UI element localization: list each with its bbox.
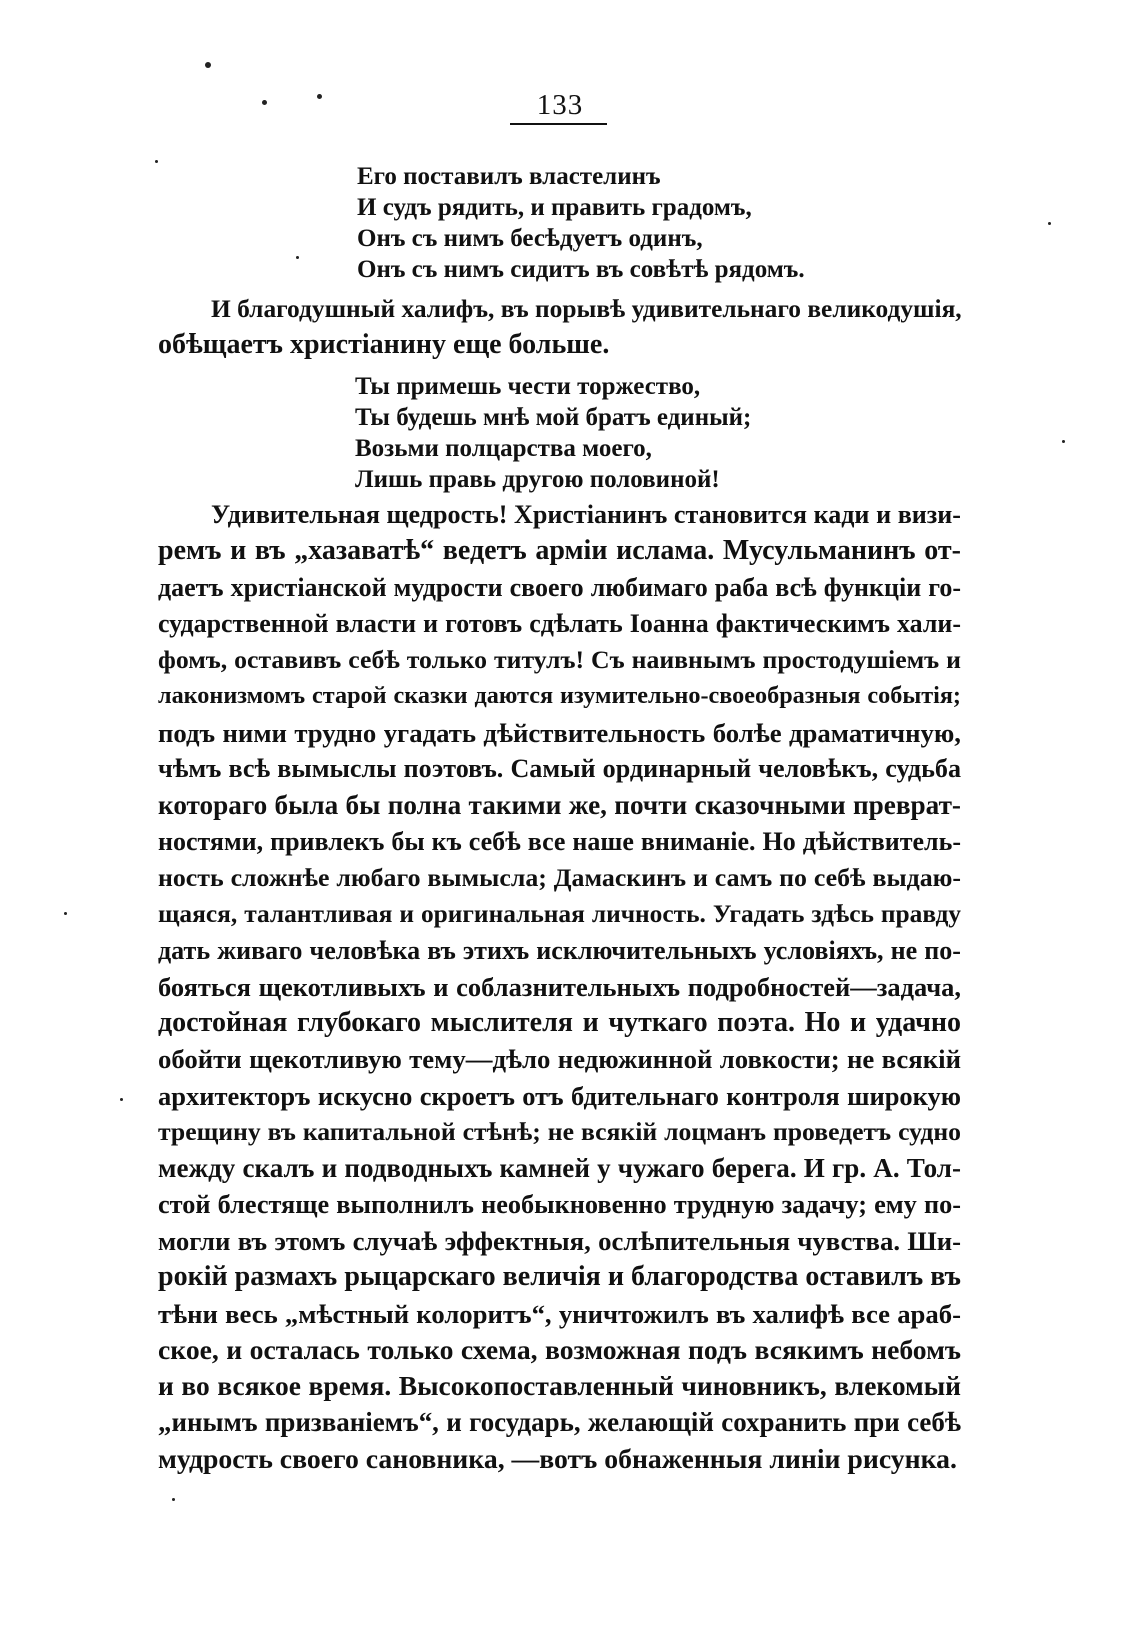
- ink-speck: [155, 160, 158, 163]
- paragraph-line: тѣни весь „мѣстный колоритъ“, уничтожилъ въ халифѣ все араб-: [158, 1298, 961, 1329]
- paragraph-line: даетъ христіанской мудрости своего любимаго раба всѣ функціи го-: [158, 572, 961, 602]
- paragraph-line: сударственной власти и готовъ сдѣлать Іоанна фактическимъ хали-: [158, 608, 961, 638]
- verse-stanza-2: [355, 371, 751, 495]
- verse-line: Возьми полцарства моего,: [355, 435, 652, 462]
- paragraph-line: котораго была бы полна такими же, почти сказочными преврат-: [158, 790, 961, 821]
- page-number: 133: [536, 89, 584, 121]
- paragraph-line: ность сложнѣе любаго вымысла; Дамаскинъ и самъ по себѣ выдаю-: [158, 862, 961, 892]
- verse-line: Лишь правь другою половиной!: [355, 466, 720, 493]
- ink-speck: [120, 1098, 123, 1101]
- paragraph-line: Удивительная щедрость! Христіанинъ становится кади и визи-: [211, 500, 961, 529]
- ink-speck: [296, 256, 299, 259]
- paragraph-line: ностями, привлекъ бы къ себѣ все наше вниманіе. Но дѣйствитель-: [158, 826, 961, 856]
- ink-speck: [1048, 222, 1051, 225]
- paragraph-line: архитекторъ искусно скроетъ отъ бдительнаго контроля широкую: [158, 1080, 961, 1111]
- paragraph-line: ремъ и въ „хазаватѣ“ ведетъ арміи ислама. Мусульманинъ от-: [158, 535, 961, 567]
- paragraph-line: достойная глубокаго мыслителя и чуткаго поэта. Но и удачно: [158, 1007, 961, 1039]
- paragraph-line: дать живаго человѣка въ этихъ исключительныхъ условіяхъ, не по-: [158, 935, 961, 965]
- ink-speck: [317, 94, 322, 99]
- verse-line: Ты примешь чести торжество,: [355, 373, 701, 400]
- ink-speck: [205, 62, 211, 68]
- paragraph-line: бояться щекотливыхъ и соблазнительныхъ подробностей—задача,: [158, 971, 961, 1002]
- paragraph-line: могли въ этомъ случаѣ эффектныя, ослѣпительныя чувства. Ши-: [158, 1225, 961, 1256]
- paragraph-1: [158, 291, 961, 364]
- verse-line: И судъ рядить, и править градомъ,: [357, 194, 752, 221]
- paragraph-line: и во всякое время. Высокопоставленный чиновникъ, влекомый: [158, 1371, 961, 1402]
- paragraph-line: между скалъ и подводныхъ камней у чужаго берега. И гр. А. Тол-: [158, 1153, 961, 1184]
- paragraph-line: рокій размахъ рыцарскаго величія и благородства оставилъ въ: [158, 1261, 961, 1293]
- ink-speck: [262, 100, 267, 105]
- paragraph-line: стой блестяще выполнилъ необыкновенно трудную задачу; ему по-: [158, 1189, 961, 1219]
- paragraph-line: обѣщаетъ христіанину еще больше.: [158, 329, 610, 361]
- paragraph-line: лаконизмомъ старой сказки даются изумительно-своеобразныя событія;: [158, 682, 961, 710]
- verse-line: Онъ съ нимъ бесѣдуетъ одинъ,: [357, 225, 703, 252]
- paragraph-line: И благодушный халифъ, въ порывѣ удивительнаго великодушія,: [211, 295, 962, 323]
- paragraph-line: фомъ, оставивъ себѣ только титулъ! Съ наивнымъ простодушіемъ и: [158, 645, 961, 675]
- paragraph-line: обойти щекотливую тему—дѣло недюжинной ловкости; не всякій: [158, 1044, 961, 1075]
- ink-speck: [172, 1498, 175, 1501]
- paragraph-line: щаяся, талантливая и оригинальная личность. Угадать здѣсь правду: [158, 900, 961, 929]
- paragraph-line: трещину въ капитальной стѣнѣ; не всякій лоцманъ проведетъ судно: [158, 1117, 961, 1147]
- paragraph-line: чѣмъ всѣ вымыслы поэтовъ. Самый ординарный человѣкъ, судьба: [158, 754, 961, 784]
- paragraph-line: подъ ними трудно угадать дѣйствительность болѣе драматичную,: [158, 717, 961, 748]
- paragraph-2: [158, 497, 961, 1477]
- verse-line: Онъ съ нимъ сидитъ въ совѣтѣ рядомъ.: [357, 256, 805, 283]
- paragraph-line: „инымъ призваніемъ“, и государь, желающій сохранить при себѣ: [158, 1407, 961, 1438]
- verse-stanza-1: [357, 161, 805, 285]
- verse-line: Ты будешь мнѣ мой братъ единый;: [355, 404, 752, 431]
- paragraph-line: ское, и осталась только схема, возможная подъ всякимъ небомъ: [158, 1333, 961, 1365]
- paragraph-line: мудрость своего сановника, —вотъ обнаженныя линіи рисунка.: [158, 1442, 957, 1474]
- ink-speck: [1062, 440, 1065, 443]
- verse-line: Его поставилъ властелинъ: [357, 163, 661, 190]
- ink-speck: [64, 912, 67, 915]
- page-number-rule: [510, 123, 607, 125]
